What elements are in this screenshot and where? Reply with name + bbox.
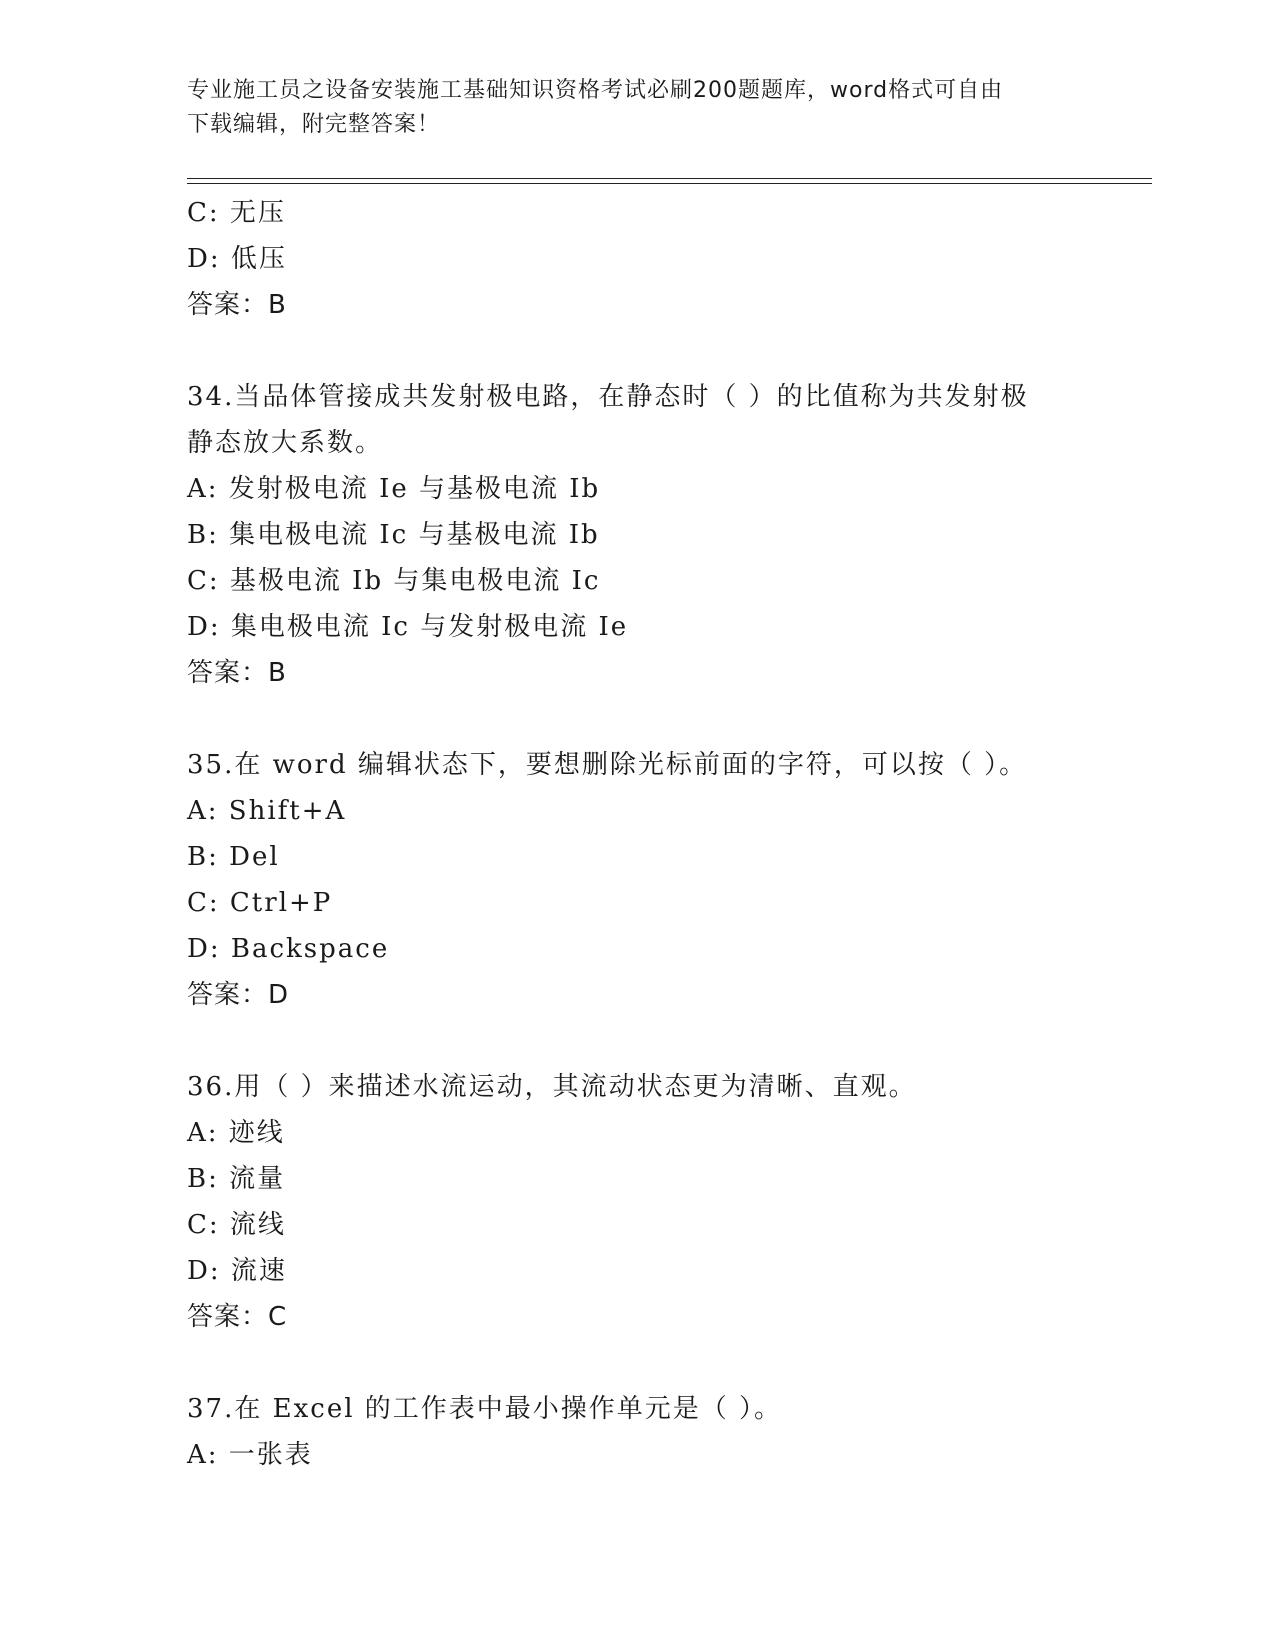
- question-33-continued: [187, 190, 1087, 328]
- header-title-line-1: 专业施工员之设备安装施工基础知识资格考试必刷200题题库，word格式可自由: [187, 78, 1004, 103]
- answer: 答案：B: [187, 658, 287, 688]
- option-a: A: 发射极电流 Ie 与基极电流 Ib: [187, 474, 601, 504]
- option-a: A: 迹线: [187, 1118, 285, 1148]
- answer: 答案：D: [187, 980, 290, 1010]
- question-stem: 35.在 word 编辑状态下，要想删除光标前面的字符，可以按（ ）。: [187, 750, 1028, 780]
- question-stem-continued: 静态放大系数。: [187, 428, 384, 458]
- answer: 答案：B: [187, 290, 287, 320]
- question-list: [187, 190, 1087, 1478]
- option-c: C: Ctrl+P: [187, 888, 333, 918]
- question-stem: 36.用（ ）来描述水流运动，其流动状态更为清晰、直观。: [187, 1072, 917, 1102]
- option-b: B: 集电极电流 Ic 与基极电流 Ib: [187, 520, 600, 550]
- option-a: A: 一张表: [187, 1440, 313, 1470]
- question-35: [187, 742, 1087, 1018]
- header-rule-top: [187, 178, 1152, 179]
- option-a: A: Shift+A: [187, 796, 347, 826]
- header-rule-bottom: [187, 183, 1152, 184]
- question-stem: 37.在 Excel 的工作表中最小操作单元是（ ）。: [187, 1394, 783, 1424]
- document-header: [187, 74, 1087, 142]
- question-36: [187, 1064, 1087, 1340]
- question-stem: 34.当品体管接成共发射极电路，在静态时（ ）的比值称为共发射极: [187, 382, 1029, 412]
- answer: 答案：C: [187, 1302, 288, 1332]
- header-title-line-2: 下载编辑，附完整答案！: [187, 112, 441, 137]
- option-b: B: Del: [187, 842, 280, 872]
- option-c: C: 基极电流 Ib 与集电极电流 Ic: [187, 566, 601, 596]
- option-d: D: Backspace: [187, 934, 390, 964]
- option-c: C: 流线: [187, 1210, 286, 1240]
- option-d: D: 流速: [187, 1256, 287, 1286]
- option-d: D: 低压: [187, 244, 287, 274]
- option-b: B: 流量: [187, 1164, 286, 1194]
- option-d: D: 集电极电流 Ic 与发射极电流 Ie: [187, 612, 629, 642]
- question-34: [187, 374, 1087, 696]
- question-37: [187, 1386, 1087, 1478]
- option-c: C: 无压: [187, 198, 286, 228]
